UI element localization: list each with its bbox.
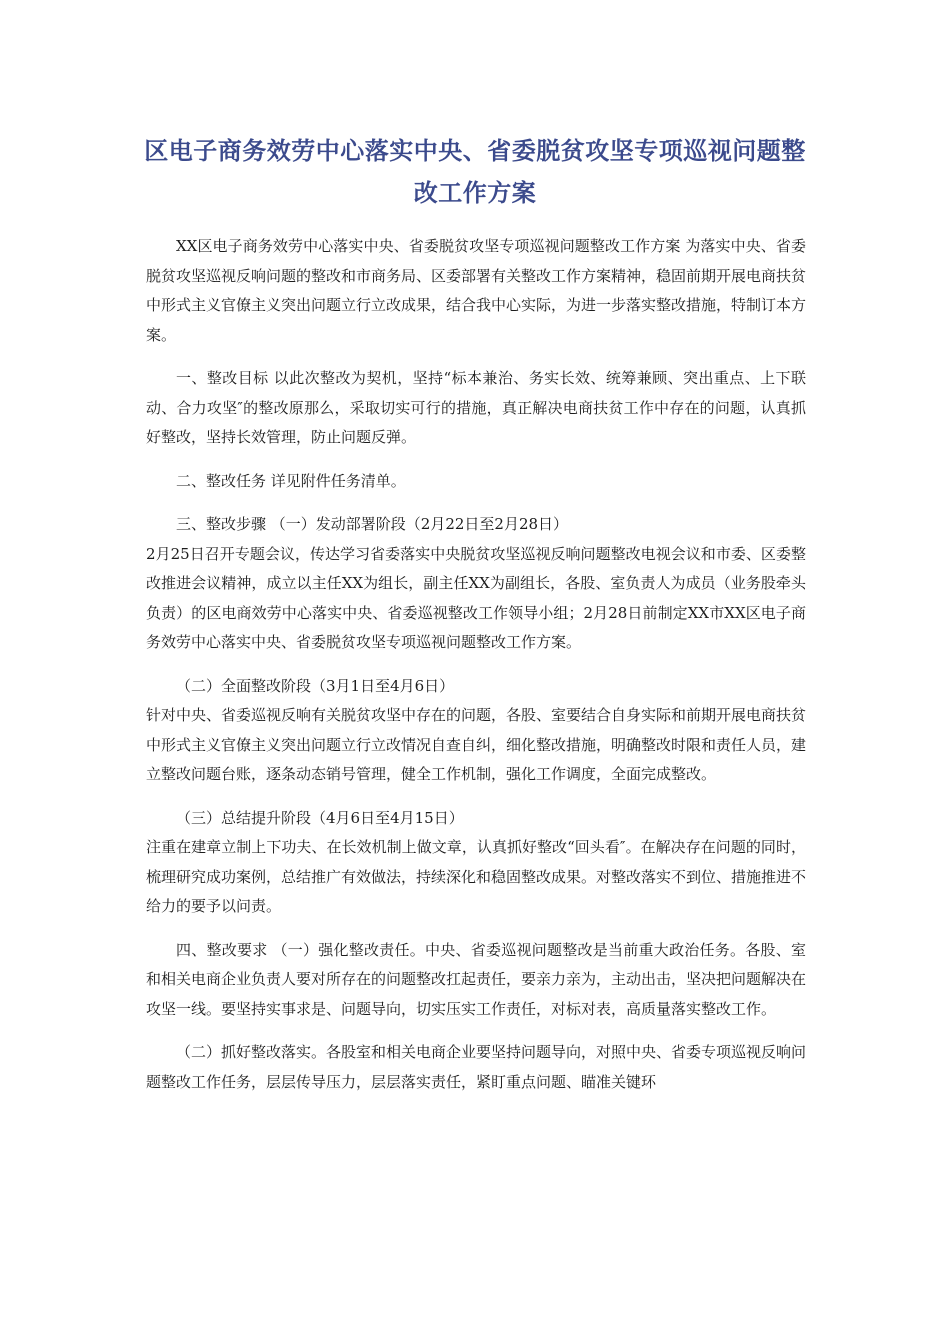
paragraph-requirement-1: 四、整改要求 （一）强化整改责任。中央、省委巡视问题整改是当前重大政治任务。各股、室和相关电商企业负责人要对所存在的问题整改扛起责任，要亲力亲为，主动出击，坚决把问题解决在攻坚一线。要坚持实事求是、问题导向，切实压实工作责任，对标对表，高质量落实整改工作。 [146,940,807,1018]
paragraph-requirement-2: （二）抓好整改落实。各股室和相关电商企业要坚持问题导向，对照中央、省委专项巡视反响问题整改工作任务，层层传导压力，层层落实责任，紧盯重点问题、瞄准关键环 [146,1043,807,1091]
paragraph-phase2-body: 针对中央、省委巡视反响有关脱贫攻坚中存在的问题，各股、室要结合自身实际和前期开展电商扶贫中形式主义官僚主义突出问题立行立改情况自查自纠，细化整改措施，明确整改时限和责任人员，建立整改问题台账，逐条动态销号管理，健全工作机制，强化工作调度，全面完成整改。 [146,706,807,783]
paragraph-task: 二、整改任务 详见附件任务清单。 [176,471,406,490]
document-title: 区电子商务效劳中心落实中央、省委脱贫攻坚专项巡视问题整改工作方案 [144,137,806,207]
paragraph-phase3-body: 注重在建章立制上下功夫、在长效机制上做文章，认真抓好整改“回头看″。在解决存在问题的同时，梳理研究成功案例，总结推广有效做法，持续深化和稳固整改成果。对整改落实不到位、措施推进不给力的要予以问责。 [146,838,807,915]
paragraph-intro: XX区电子商务效劳中心落实中央、省委脱贫攻坚专项巡视问题整改工作方案 为落实中央、省委脱贫攻坚巡视反响问题的整改和市商务局、区委部署有关整改工作方案精神，稳固前期开展电商扶贫中形式主义官僚主义突出问题立行立改成果，结合我中心实际，为进一步落实整改措施，特制订本方案。 [146,237,807,344]
paragraph-steps-body: 2月25日召开专题会议，传达学习省委落实中央脱贫攻坚巡视反响问题整改电视会议和市委、区委整改推进会议精神，成立以主任XX为组长，副主任XX为副组长，各股、室负责人为成员（业务股牵头负责）的区电商效劳中心落实中央、省委巡视整改工作领导小组；2月28日前制定XX市XX区电子商务效劳中心落实中央、省委脱贫攻坚专项巡视问题整改工作方案。 [146,544,806,651]
document-body [146,232,806,1111]
paragraph-phase2-heading: （二）全面整改阶段（3月1日至4月6日） [176,676,455,695]
paragraph-phase3-heading: （三）总结提升阶段（4月6日至4月15日） [176,808,464,827]
paragraph-goal: 一、整改目标 以此次整改为契机，坚持“标本兼治、务实长效、统筹兼顾、突出重点、上下联动、合力攻坚″的整改原那么，采取切实可行的措施，真正解决电商扶贫工作中存在的问题，认真抓好整改，坚持长效管理，防止问题反弹。 [146,369,806,446]
paragraph-steps-heading: 三、整改步骤 （一）发动部署阶段（2月22日至2月28日） [176,515,569,533]
